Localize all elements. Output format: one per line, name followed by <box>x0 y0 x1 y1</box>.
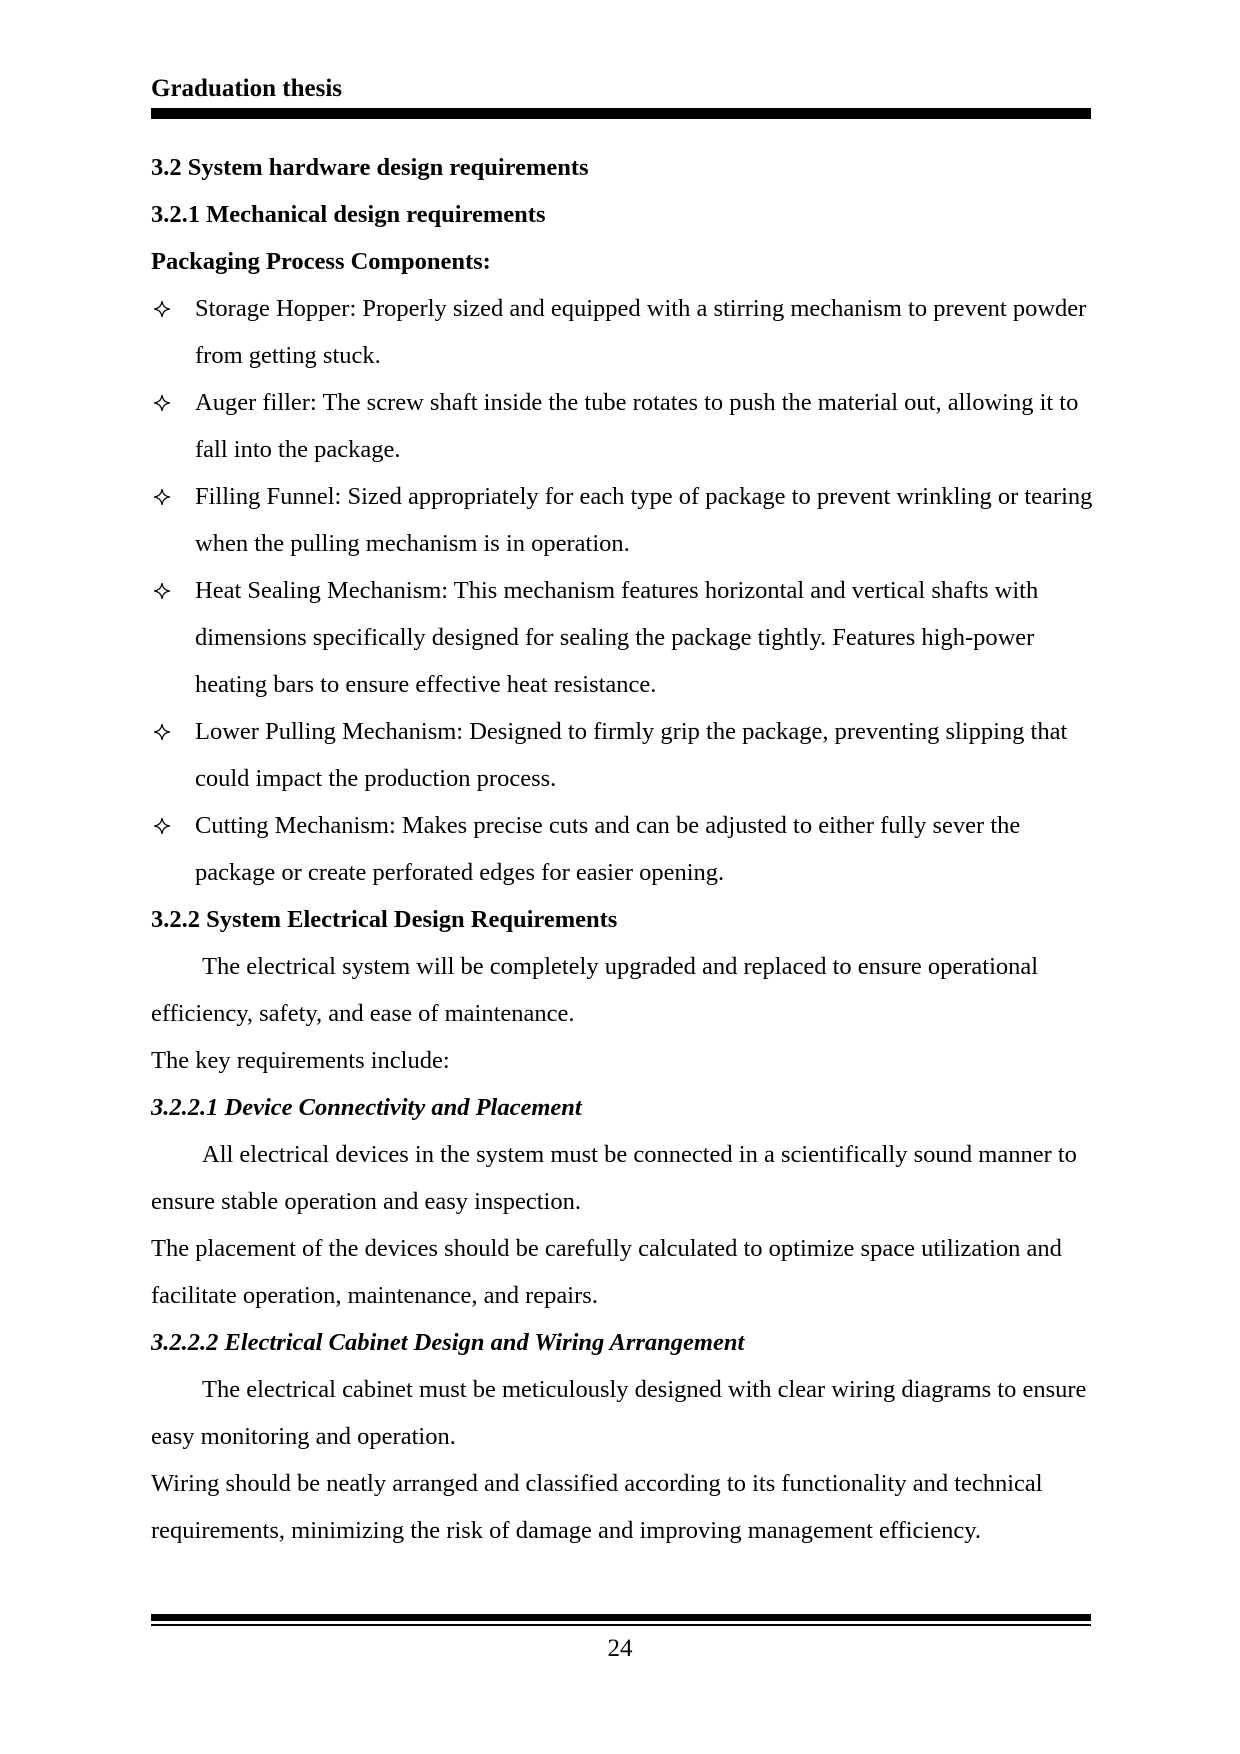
placement-paragraph: The placement of the devices should be carefully calculated to optimize space utilization and facilitate operation, maintenance, and repairs. <box>151 1235 1062 1309</box>
list-item <box>151 802 1096 896</box>
list-item-text: Storage Hopper: Properly sized and equipped with a stirring mechanism to prevent powder from getting stuck. <box>195 295 1087 369</box>
diamond-star-icon <box>151 473 195 520</box>
footer-rule-thin <box>151 1624 1091 1626</box>
page-body <box>151 144 1096 1554</box>
list-item <box>151 285 1096 379</box>
diamond-star-icon <box>151 567 195 614</box>
list-item-text: Filling Funnel: Sized appropriately for each type of package to prevent wrinkling or tearing when the pulling mechanism is in operation. <box>195 483 1093 557</box>
list-item-text: Heat Sealing Mechanism: This mechanism features horizontal and vertical shafts with dimensions specifically designed for sealing the package tightly. Features high-power heating bars to ensure effective heat resistance. <box>195 577 1039 698</box>
footer-rule <box>151 1614 1091 1621</box>
diamond-star-icon <box>151 802 195 849</box>
page-number: 24 <box>607 1635 633 1662</box>
diamond-star-icon <box>151 379 195 426</box>
diamond-star-icon <box>151 708 195 755</box>
electrical-heading: 3.2.2 System Electrical Design Requirements <box>151 906 618 933</box>
cabinet-heading: 3.2.2.2 Electrical Cabinet Design and Wiring Arrangement <box>151 1329 745 1356</box>
list-item-text: Lower Pulling Mechanism: Designed to firmly grip the package, preventing slipping that could impact the production process. <box>195 718 1068 792</box>
connectivity-heading: 3.2.2.1 Device Connectivity and Placement <box>151 1094 582 1121</box>
list-item <box>151 473 1096 567</box>
running-header: Graduation thesis <box>151 75 343 102</box>
list-item <box>151 708 1096 802</box>
diamond-star-icon <box>151 285 195 332</box>
packaging-subheading: Packaging Process Components: <box>151 248 491 275</box>
list-item-text: Cutting Mechanism: Makes precise cuts and can be adjusted to either fully sever the package or create perforated edges for easier opening. <box>195 812 1021 886</box>
section-heading: 3.2 System hardware design requirements <box>151 154 589 181</box>
mechanical-heading: 3.2.1 Mechanical design requirements <box>151 201 546 228</box>
list-item <box>151 567 1096 708</box>
list-item <box>151 379 1096 473</box>
header-rule <box>151 108 1091 119</box>
electrical-intro: The electrical system will be completely upgraded and replaced to ensure operational efficiency, safety, and ease of maintenance. <box>151 953 1039 1027</box>
key-requirements-text: The key requirements include: <box>151 1047 450 1074</box>
wiring-paragraph: Wiring should be neatly arranged and classified according to its functionality and technical requirements, minimizing the risk of damage and improving management efficiency. <box>151 1470 1043 1544</box>
connectivity-paragraph: All electrical devices in the system must be connected in a scientifically sound manner to ensure stable operation and easy inspection. <box>151 1141 1077 1215</box>
cabinet-paragraph: The electrical cabinet must be meticulously designed with clear wiring diagrams to ensure easy monitoring and operation. <box>151 1376 1087 1450</box>
list-item-text: Auger filler: The screw shaft inside the tube rotates to push the material out, allowing it to fall into the package. <box>195 389 1079 463</box>
